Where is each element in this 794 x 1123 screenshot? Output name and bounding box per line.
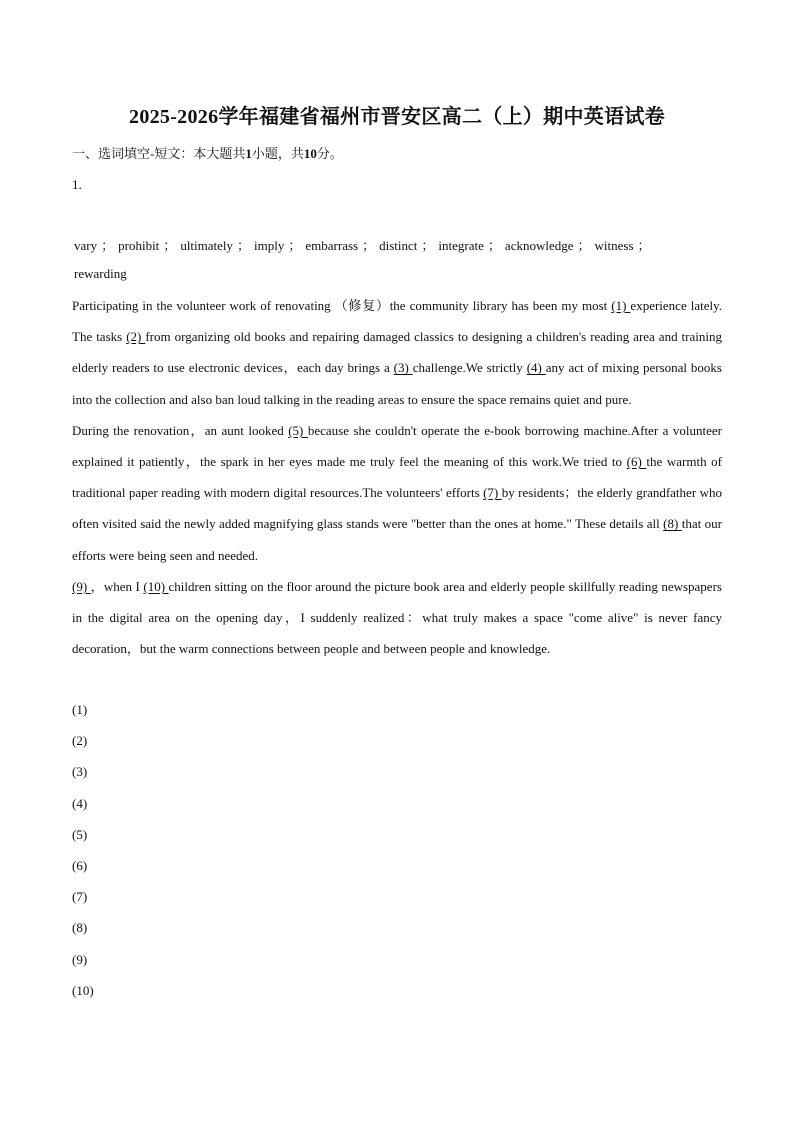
word-bank-item: embarrass <box>305 238 359 253</box>
question-number: 1. <box>72 177 82 192</box>
blank-1: (1) <box>611 298 631 313</box>
blank-10: (10) <box>143 578 169 594</box>
passage-paragraph-3 <box>72 571 722 665</box>
passage-text: by residents；the elderly grandfather who often visited said the newly added magnifying glass stands were "better than the ones at home." These details all <box>72 485 722 532</box>
word-bank-item: witness <box>594 238 634 253</box>
answer-line-9[interactable]: (9) <box>72 951 88 967</box>
blank-9: (9) <box>72 578 91 594</box>
blank-8: (8) <box>663 516 682 532</box>
answer-line-4[interactable]: (4) <box>72 795 88 811</box>
word-bank-separator: ； <box>421 238 435 253</box>
section-heading-suffix: 分。 <box>316 146 343 161</box>
passage-text: experience lately. The tasks <box>72 298 722 345</box>
word-bank-separator: ； <box>487 238 501 253</box>
section-score: 10 <box>303 146 317 161</box>
page-title: 2025-2026学年福建省福州市晋安区高二（上）期中英语试卷 <box>129 106 665 128</box>
section-heading-prefix: 一、选词填空-短文：本大题共 <box>72 146 246 161</box>
passage-text: During the renovation，an aunt looked <box>72 422 289 438</box>
word-bank-separator: ； <box>101 238 115 253</box>
word-bank-separator: ； <box>362 238 376 253</box>
word-bank-item: acknowledge <box>504 238 574 253</box>
section-question-count: 1 <box>245 146 252 161</box>
passage-text: children sitting on the floor around the picture book area and elderly people skillfully reading newspapers in the digital area on the opening day，I suddenly realized：what truly makes a space "come alive" is never fancy decoration，but the warm connections between people and between people and knowledge. <box>72 578 722 657</box>
word-bank-item: vary <box>74 238 98 253</box>
answer-line-6[interactable]: (6) <box>72 857 88 873</box>
blank-6: (6) <box>626 454 647 470</box>
word-bank-separator: ； <box>637 238 651 253</box>
passage-paragraph-1 <box>72 290 722 415</box>
passage-text: from organizing old books and repairing damaged classics to designing a children's reading area and training elderly readers to use electronic devices，each day brings a <box>72 329 722 376</box>
answer-line-1[interactable]: (1) <box>72 702 88 717</box>
section-heading <box>72 144 343 164</box>
word-bank-separator: ； <box>163 238 177 253</box>
passage-text: Participating in the volunteer work of renovating （修复）the community library has been my most <box>72 298 612 313</box>
answer-line-3[interactable]: (3) <box>72 764 88 780</box>
word-bank-separator: ； <box>577 238 591 253</box>
passage-text: the warmth of traditional paper reading with modern digital resources.The volunteers' efforts <box>72 454 722 501</box>
passage-text: challenge.We strictly <box>412 360 527 376</box>
word-bank-separator: ； <box>288 238 302 253</box>
blank-7: (7) <box>483 485 502 501</box>
word-bank <box>74 232 714 288</box>
blank-4: (4) <box>526 360 546 376</box>
word-bank-item: integrate <box>438 238 484 253</box>
word-bank-item: rewarding <box>74 266 127 281</box>
answer-list <box>72 700 94 1012</box>
passage-paragraph-2 <box>72 415 722 571</box>
passage <box>72 290 722 664</box>
word-bank-item: imply <box>254 238 285 253</box>
passage-text: any act of mixing personal books into the collection and also ban loud talking in the reading areas to ensure the space remains quiet and pure. <box>72 360 722 407</box>
answer-line-2[interactable]: (2) <box>72 733 88 749</box>
passage-text: because she couldn't operate the e-book borrowing machine.After a volunteer explained it patiently，the spark in her eyes made me truly feel the meaning of this work.We tried to <box>72 422 722 470</box>
answer-line-5[interactable]: (5) <box>72 826 88 842</box>
word-bank-separator: ； <box>237 238 251 253</box>
word-bank-item: distinct <box>379 238 418 253</box>
section-heading-middle: 小题，共 <box>251 146 304 161</box>
blank-2: (2) <box>126 329 146 345</box>
passage-text: ，when I <box>90 578 144 594</box>
answer-line-8[interactable]: (8) <box>72 920 88 936</box>
blank-5: (5) <box>288 422 308 438</box>
word-bank-item: prohibit <box>118 238 160 253</box>
answer-line-10[interactable]: (10) <box>72 982 94 998</box>
answer-line-7[interactable]: (7) <box>72 889 88 905</box>
word-bank-item: ultimately <box>180 238 234 253</box>
blank-3: (3) <box>393 360 413 376</box>
passage-text: that our efforts were being seen and needed. <box>72 516 722 563</box>
